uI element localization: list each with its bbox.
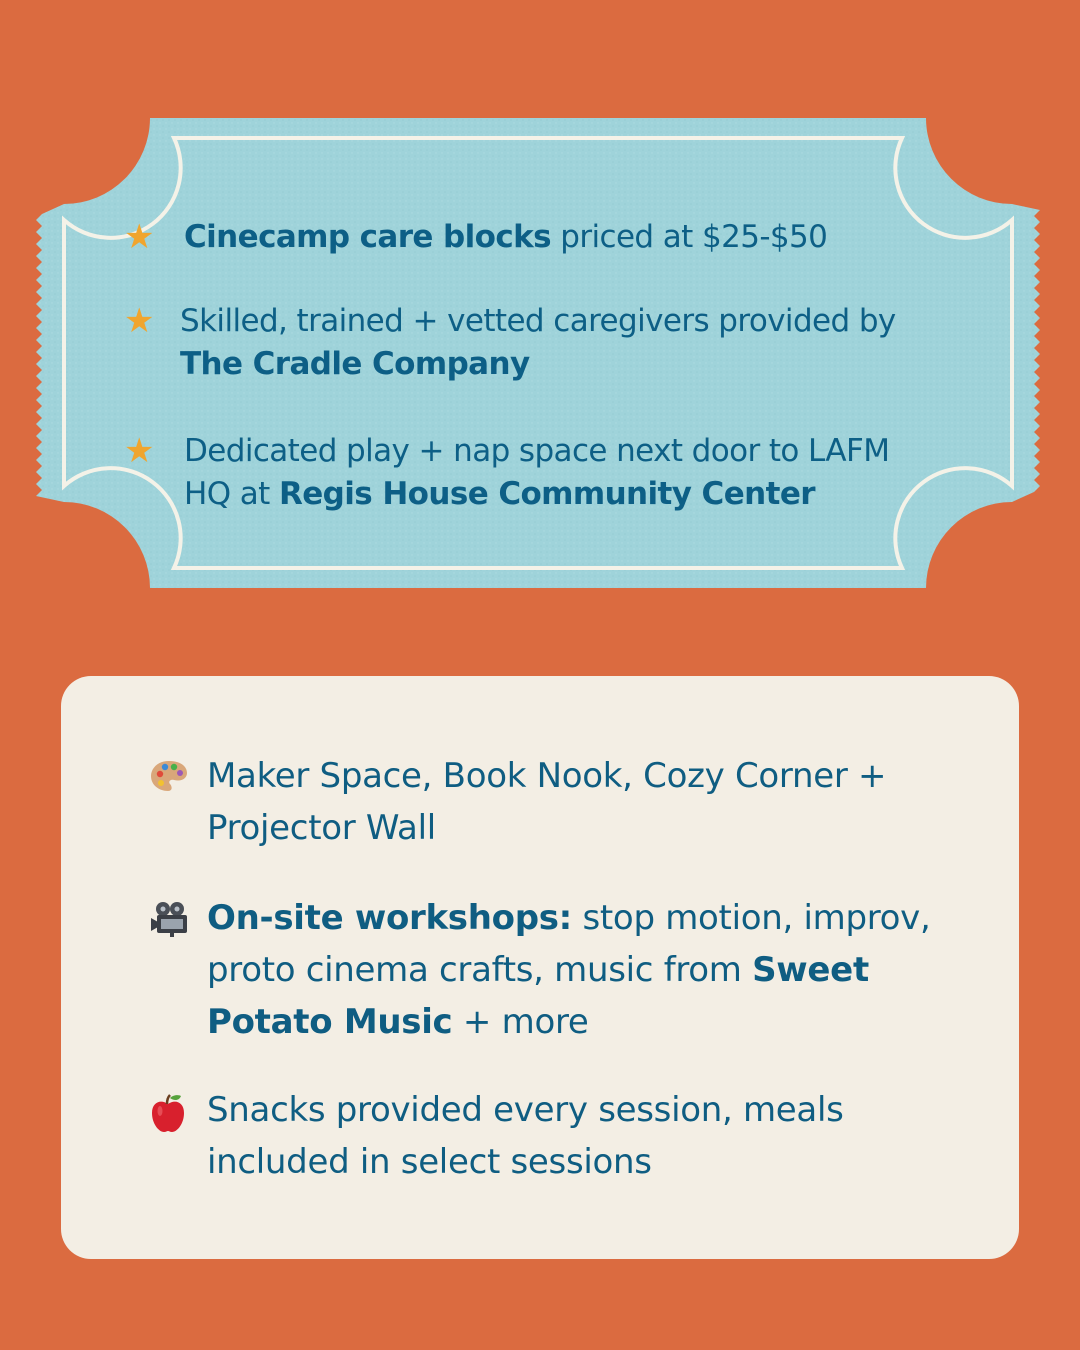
care-blocks-bold: Cinecamp care blocks: [184, 219, 552, 255]
workshops-line3: + more: [452, 1002, 589, 1042]
amenities-card: [61, 676, 1019, 1259]
ticket-panel: [36, 118, 1040, 588]
card-item-snacks: [149, 1084, 844, 1188]
card-item-maker-space: [149, 750, 886, 854]
workshops-line1: stop motion, improv,: [571, 898, 931, 938]
movie-camera-icon: [149, 892, 207, 944]
maker-space-line1: Maker Space, Book Nook, Cozy Corner +: [207, 756, 887, 796]
card-item-workshops: [149, 892, 931, 1048]
ticket-item-caregivers: [124, 300, 896, 386]
ticket-item-care-blocks: [124, 216, 827, 259]
cradle-company-bold: The Cradle Company: [180, 346, 530, 382]
play-space-text: Dedicated play + nap space next door to LAFM: [184, 433, 890, 469]
red-apple-icon: [149, 1084, 207, 1136]
workshops-line2: proto cinema crafts, music from: [207, 950, 753, 990]
sweet-bold: Sweet: [752, 950, 869, 990]
caregivers-text: Skilled, trained + vetted caregivers provided by: [180, 303, 896, 339]
star-icon: ★: [124, 431, 154, 471]
regis-house-bold: Regis House Community Center: [278, 476, 815, 512]
star-icon: ★: [124, 217, 154, 257]
play-space-text-2: HQ at: [184, 476, 279, 512]
care-blocks-text: priced at $25-$50: [551, 219, 828, 255]
ticket-item-play-space: [124, 430, 889, 516]
artist-palette-icon: [149, 750, 207, 802]
potato-music-bold: Potato Music: [207, 1002, 453, 1042]
snacks-line1: Snacks provided every session, meals: [207, 1090, 844, 1130]
maker-space-line2: Projector Wall: [207, 808, 436, 848]
snacks-line2: included in select sessions: [207, 1142, 652, 1182]
workshops-bold: On-site workshops:: [207, 898, 572, 938]
star-icon: ★: [124, 301, 154, 341]
